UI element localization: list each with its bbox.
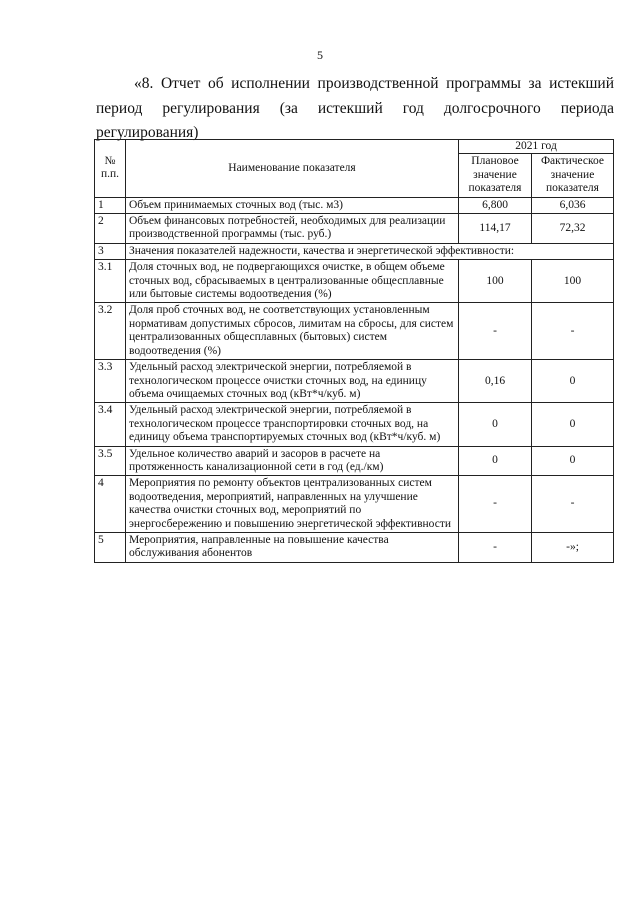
planned-value: - — [459, 476, 532, 533]
row-number: 3.2 — [95, 303, 126, 360]
table-row — [95, 260, 614, 303]
indicator-name: Удельный расход электрической энергии, потребляемой в технологическом процессе транспортировки сточных вод, на единицу объема транспортируемых сточных вод (кВт*ч/куб. м) — [126, 403, 459, 446]
table-row — [95, 214, 614, 244]
row-number: 1 — [95, 197, 126, 213]
indicator-name: Объем принимаемых сточных вод (тыс. м3) — [126, 197, 459, 213]
row-number: 3.3 — [95, 360, 126, 403]
actual-value: 0 — [532, 360, 614, 403]
row-number: 3 — [95, 243, 126, 259]
table-row — [95, 197, 614, 213]
actual-value: - — [532, 476, 614, 533]
indicator-group-title: Значения показателей надежности, качества и энергетической эффективности: — [126, 243, 614, 259]
table-header-row — [95, 140, 614, 154]
planned-value: 0,16 — [459, 360, 532, 403]
indicator-name: Мероприятия, направленные на повышение качества обслуживания абонентов — [126, 532, 459, 562]
planned-value: 114,17 — [459, 214, 532, 244]
heading-line-2: период регулирования (за истекший год долгосрочного периода — [96, 99, 614, 117]
indicator-name: Доля проб сточных вод, не соответствующих установленным нормативам допустимых сбросов, лимитам на сбросы, для систем централизованных общесплавных (бытовых) систем водоотведения (%) — [126, 303, 459, 360]
column-header-indicator-name: Наименование показателя — [126, 140, 459, 198]
indicator-name: Мероприятия по ремонту объектов централизованных систем водоотведения, мероприятий, направленных на улучшение качества очистки сточных вод, мероприятий по энергосбережению и повышению энергетической эффективности — [126, 476, 459, 533]
table-row — [95, 476, 614, 533]
section-heading — [96, 72, 614, 146]
row-number: 5 — [95, 532, 126, 562]
table-row — [95, 532, 614, 562]
actual-value: 72,32 — [532, 214, 614, 244]
table-row — [95, 446, 614, 476]
row-number: 2 — [95, 214, 126, 244]
column-header-planned: Плановое значение показателя — [459, 154, 532, 197]
planned-value: - — [459, 532, 532, 562]
page-number: 5 — [317, 48, 323, 62]
planned-value: 6,800 — [459, 197, 532, 213]
column-header-actual: Фактическое значение показателя — [532, 154, 614, 197]
table-row — [95, 403, 614, 446]
actual-value: -»; — [532, 532, 614, 562]
indicator-name: Объем финансовых потребностей, необходимых для реализации производственной программы (тыс. руб.) — [126, 214, 459, 244]
heading-line-3: регулирования) — [96, 124, 199, 141]
table-row — [95, 243, 614, 259]
row-number: 3.4 — [95, 403, 126, 446]
actual-value: 0 — [532, 403, 614, 446]
actual-value: 0 — [532, 446, 614, 476]
indicator-name: Удельное количество аварий и засоров в расчете на протяженность канализационной сети в год (ед./км) — [126, 446, 459, 476]
actual-value: 6,036 — [532, 197, 614, 213]
planned-value: 100 — [459, 260, 532, 303]
row-number: 4 — [95, 476, 126, 533]
row-number: 3.1 — [95, 260, 126, 303]
planned-value: - — [459, 303, 532, 360]
column-header-year: 2021 год — [459, 140, 614, 154]
table-row — [95, 360, 614, 403]
production-program-report-table — [94, 139, 614, 563]
planned-value: 0 — [459, 446, 532, 476]
indicator-name: Доля сточных вод, не подвергающихся очистке, в общем объеме сточных вод, сбрасываемых в централизованные общесплавные или бытовые системы водоотведения (%) — [126, 260, 459, 303]
column-header-number: № п.п. — [95, 140, 126, 198]
actual-value: 100 — [532, 260, 614, 303]
actual-value: - — [532, 303, 614, 360]
indicator-name: Удельный расход электрической энергии, потребляемой в технологическом процессе очистки сточных вод, на единицу объема очищаемых сточных вод (кВт*ч/куб. м) — [126, 360, 459, 403]
row-number: 3.5 — [95, 446, 126, 476]
heading-line-1: «8. Отчет об исполнении производственной программы за истекший — [134, 75, 614, 92]
table-row — [95, 303, 614, 360]
planned-value: 0 — [459, 403, 532, 446]
